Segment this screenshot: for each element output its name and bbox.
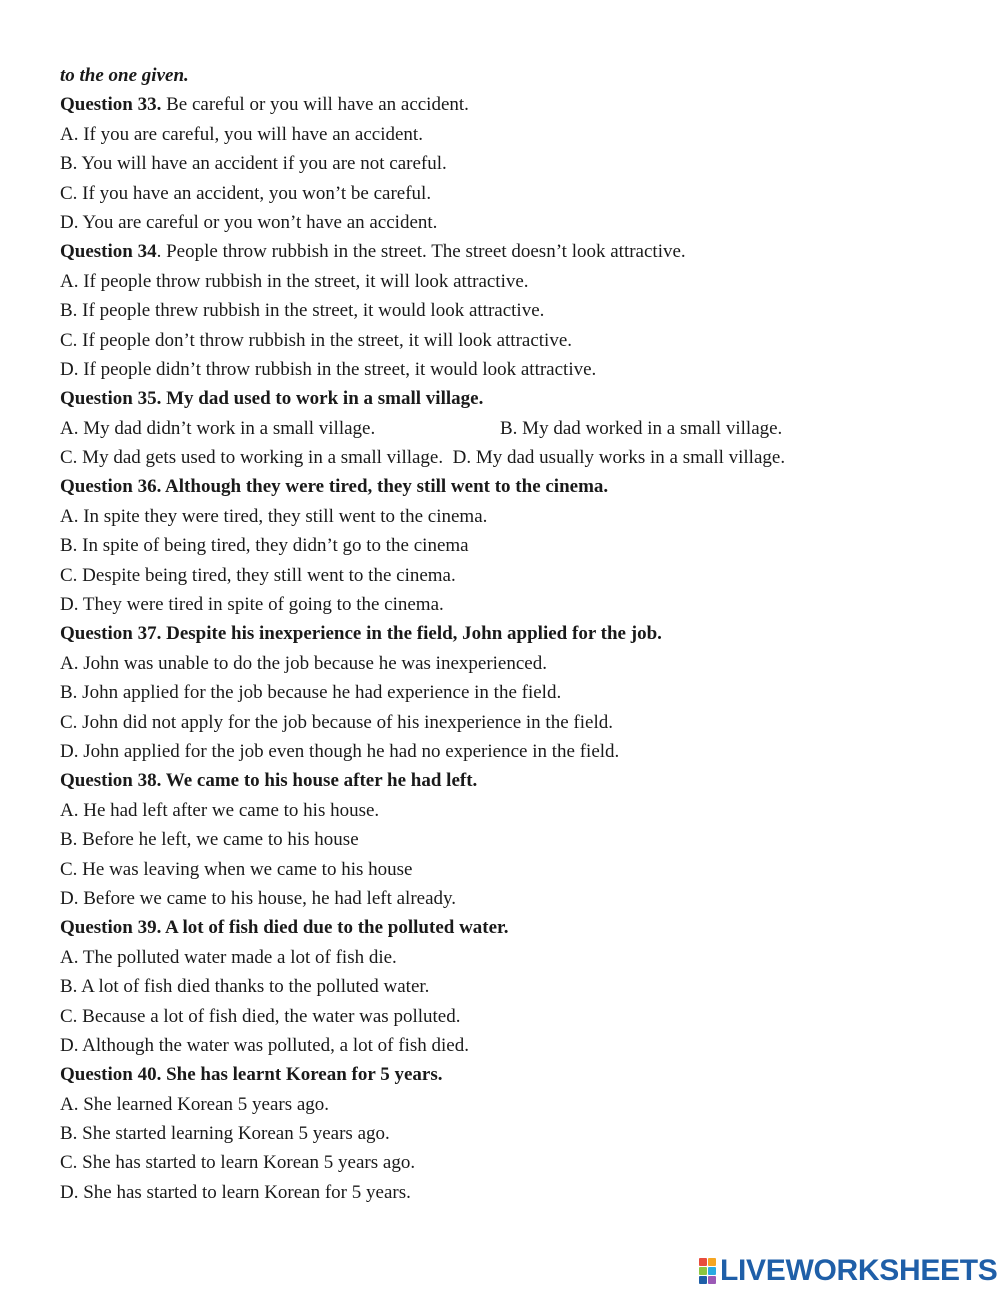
question-38 [60, 766, 960, 795]
option-row-ab [60, 414, 960, 443]
liveworksheets-logo[interactable] [699, 1256, 998, 1286]
option-d: D. John applied for the job even though he had no experience in the field. [60, 740, 620, 762]
logo-cube [699, 1267, 707, 1275]
option-d: D. Before we came to his house, he had left already. [60, 887, 457, 909]
question-stem: . Although they were tired, they still went to the cinema. [156, 476, 609, 498]
question-35 [60, 384, 960, 413]
question-label: Question 33. [60, 94, 162, 116]
question-label: Question 35. [60, 388, 162, 410]
option-c: C. My dad gets used to working in a small village. [60, 447, 444, 469]
question-40 [60, 1060, 960, 1089]
question-stem: . People throw rubbish in the street. The street doesn’t look attractive. [156, 241, 686, 263]
option-b: B. John applied for the job because he had experience in the field. [60, 682, 562, 704]
question-stem: We came to his house after he had left. [161, 770, 478, 792]
option-a: A. She learned Korean 5 years ago. [60, 1093, 330, 1115]
option-b: B. If people threw rubbish in the street, it would look attractive. [60, 300, 545, 322]
question-stem: My dad used to work in a small village. [161, 388, 484, 410]
option-b: B. A lot of fish died thanks to the polluted water. [60, 976, 430, 998]
option-d: D. If people didn’t throw rubbish in the street, it would look attractive. [60, 358, 597, 380]
question-label: Question 39. [60, 917, 162, 939]
question-stem: She has learnt Korean for 5 years. [161, 1064, 443, 1086]
question-label: Question 40. [60, 1064, 162, 1086]
option-d: D. You are careful or you won’t have an accident. [60, 211, 438, 233]
logo-cube [708, 1258, 716, 1266]
option-a: A. In spite they were tired, they still went to the cinema. [60, 505, 488, 527]
logo-cubes-icon [699, 1258, 716, 1284]
question-33 [60, 90, 960, 119]
option-b: B. My dad worked in a small village. [500, 417, 783, 439]
question-39 [60, 913, 960, 942]
question-37 [60, 619, 960, 648]
logo-cube [699, 1276, 707, 1284]
logo-cube [708, 1276, 716, 1284]
question-label: Question 38. [60, 770, 162, 792]
logo-cube [708, 1267, 716, 1275]
question-label: Question 34 [60, 241, 157, 263]
option-b: B. Before he left, we came to his house [60, 829, 359, 851]
option-c: C. He was leaving when we came to his house [60, 858, 413, 880]
option-c: C. Despite being tired, they still went to the cinema. [60, 564, 456, 586]
worksheet-page [60, 61, 960, 1207]
option-a: A. If people throw rubbish in the street, it will look attractive. [60, 270, 529, 292]
option-b: B. In spite of being tired, they didn’t go to the cinema [60, 535, 469, 557]
question-stem: Be careful or you will have an accident. [161, 94, 469, 116]
option-c: C. If you have an accident, you won’t be careful. [60, 182, 432, 204]
option-d: D. She has started to learn Korean for 5 years. [60, 1181, 411, 1203]
option-b: B. She started learning Korean 5 years ago. [60, 1123, 390, 1145]
option-a: A. The polluted water made a lot of fish die. [60, 946, 397, 968]
logo-cube [699, 1258, 707, 1266]
option-a: A. If you are careful, you will have an accident. [60, 123, 423, 145]
option-a: A. John was unable to do the job because he was inexperienced. [60, 652, 547, 674]
option-c: C. John did not apply for the job because of his inexperience in the field. [60, 711, 613, 733]
option-d: D. They were tired in spite of going to the cinema. [60, 594, 444, 616]
option-c: C. If people don’t throw rubbish in the street, it will look attractive. [60, 329, 573, 351]
question-stem: Despite his inexperience in the field, John applied for the job. [161, 623, 662, 645]
option-b: B. You will have an accident if you are not careful. [60, 153, 447, 175]
question-stem: A lot of fish died due to the polluted water. [161, 917, 509, 939]
option-c: C. She has started to learn Korean 5 years ago. [60, 1152, 416, 1174]
question-label: Question 37. [60, 623, 162, 645]
instruction-text: to the one given. [60, 65, 189, 86]
logo-text: LIVEWORKSHEETS [720, 1254, 998, 1287]
question-36 [60, 472, 960, 501]
option-d: D. My dad usually works in a small village. [452, 447, 786, 469]
question-34 [60, 237, 960, 266]
option-a: A. My dad didn’t work in a small village. [60, 417, 376, 439]
option-a: A. He had left after we came to his house. [60, 799, 380, 821]
option-d: D. Although the water was polluted, a lot of fish died. [60, 1034, 469, 1056]
question-label: Question 36 [60, 476, 157, 498]
option-row-cd [60, 443, 960, 472]
option-c: C. Because a lot of fish died, the water was polluted. [60, 1005, 461, 1027]
